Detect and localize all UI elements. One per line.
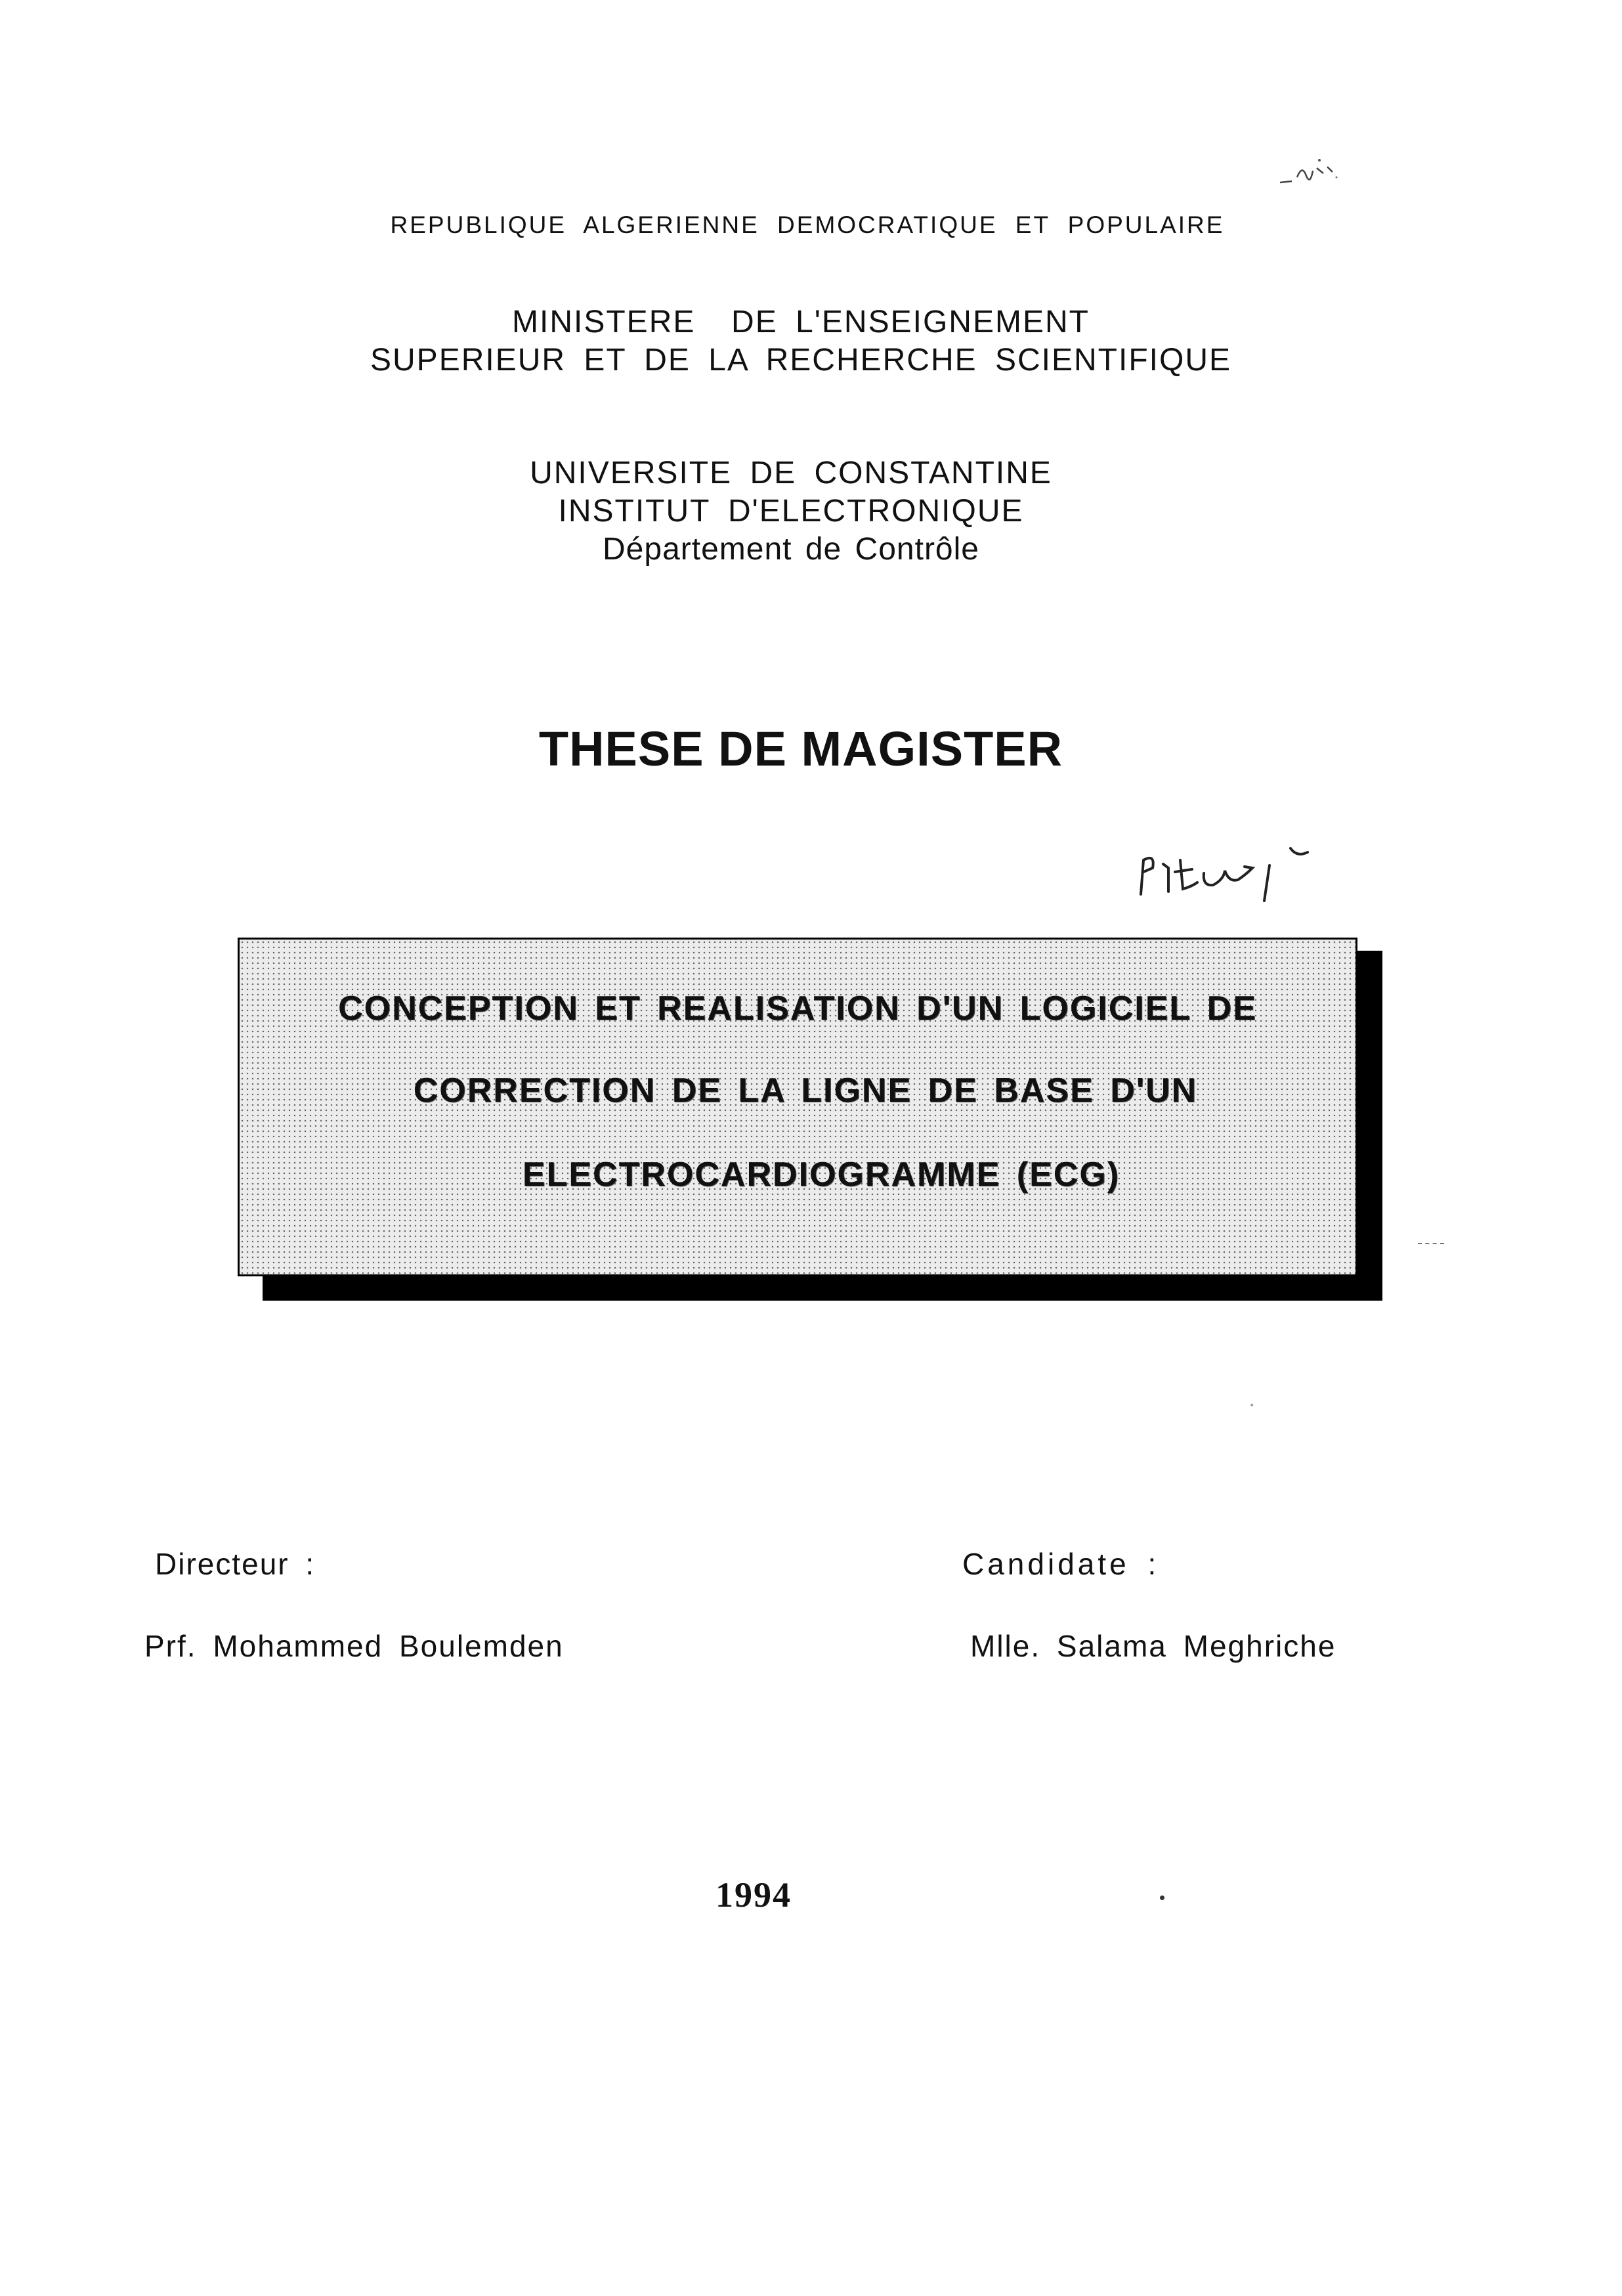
ministere-line-1: MINISTERE DE L'ENSEIGNEMENT [512, 305, 1090, 339]
margin-dash-mark [1418, 1243, 1444, 1247]
handwritten-mark-icon [1129, 834, 1326, 906]
scribble-mark-icon [1273, 151, 1346, 197]
thesis-title-line-1: CONCEPTION ET REALISATION D'UN LOGICIEL DE [338, 989, 1257, 1028]
thesis-title-line-2: CORRECTION DE LA LIGNE DE BASE D'UN [413, 1072, 1198, 1110]
ministere-block [0, 303, 1602, 379]
thesis-title-line-3: ELECTROCARDIOGRAMME (ECG) [522, 1156, 1120, 1194]
universite-block [0, 454, 1582, 569]
ink-speck [1160, 1895, 1164, 1900]
candidate-label: Candidate : [962, 1547, 1160, 1581]
institut-name: INSTITUT D'ELECTRONIQUE [558, 494, 1024, 529]
republique-heading: REPUBLIQUE ALGERIENNE DEMOCRATIQUE ET POPULAIRE [390, 211, 1225, 238]
departement-name: Département de Contrôle [603, 532, 979, 567]
thesis-title-box [238, 938, 1357, 1276]
candidate-name: Mlle. Salama Meghriche [970, 1629, 1336, 1663]
universite-name: UNIVERSITE DE CONSTANTINE [530, 456, 1052, 490]
ink-speck [1250, 1404, 1253, 1406]
director-name: Prf. Mohammed Boulemden [144, 1629, 564, 1663]
director-label: Directeur : [155, 1547, 316, 1581]
thesis-type-heading: THESE DE MAGISTER [538, 722, 1063, 776]
ministere-line-2: SUPERIEUR ET DE LA RECHERCHE SCIENTIFIQUE [370, 343, 1231, 378]
thesis-year: 1994 [715, 1875, 792, 1915]
